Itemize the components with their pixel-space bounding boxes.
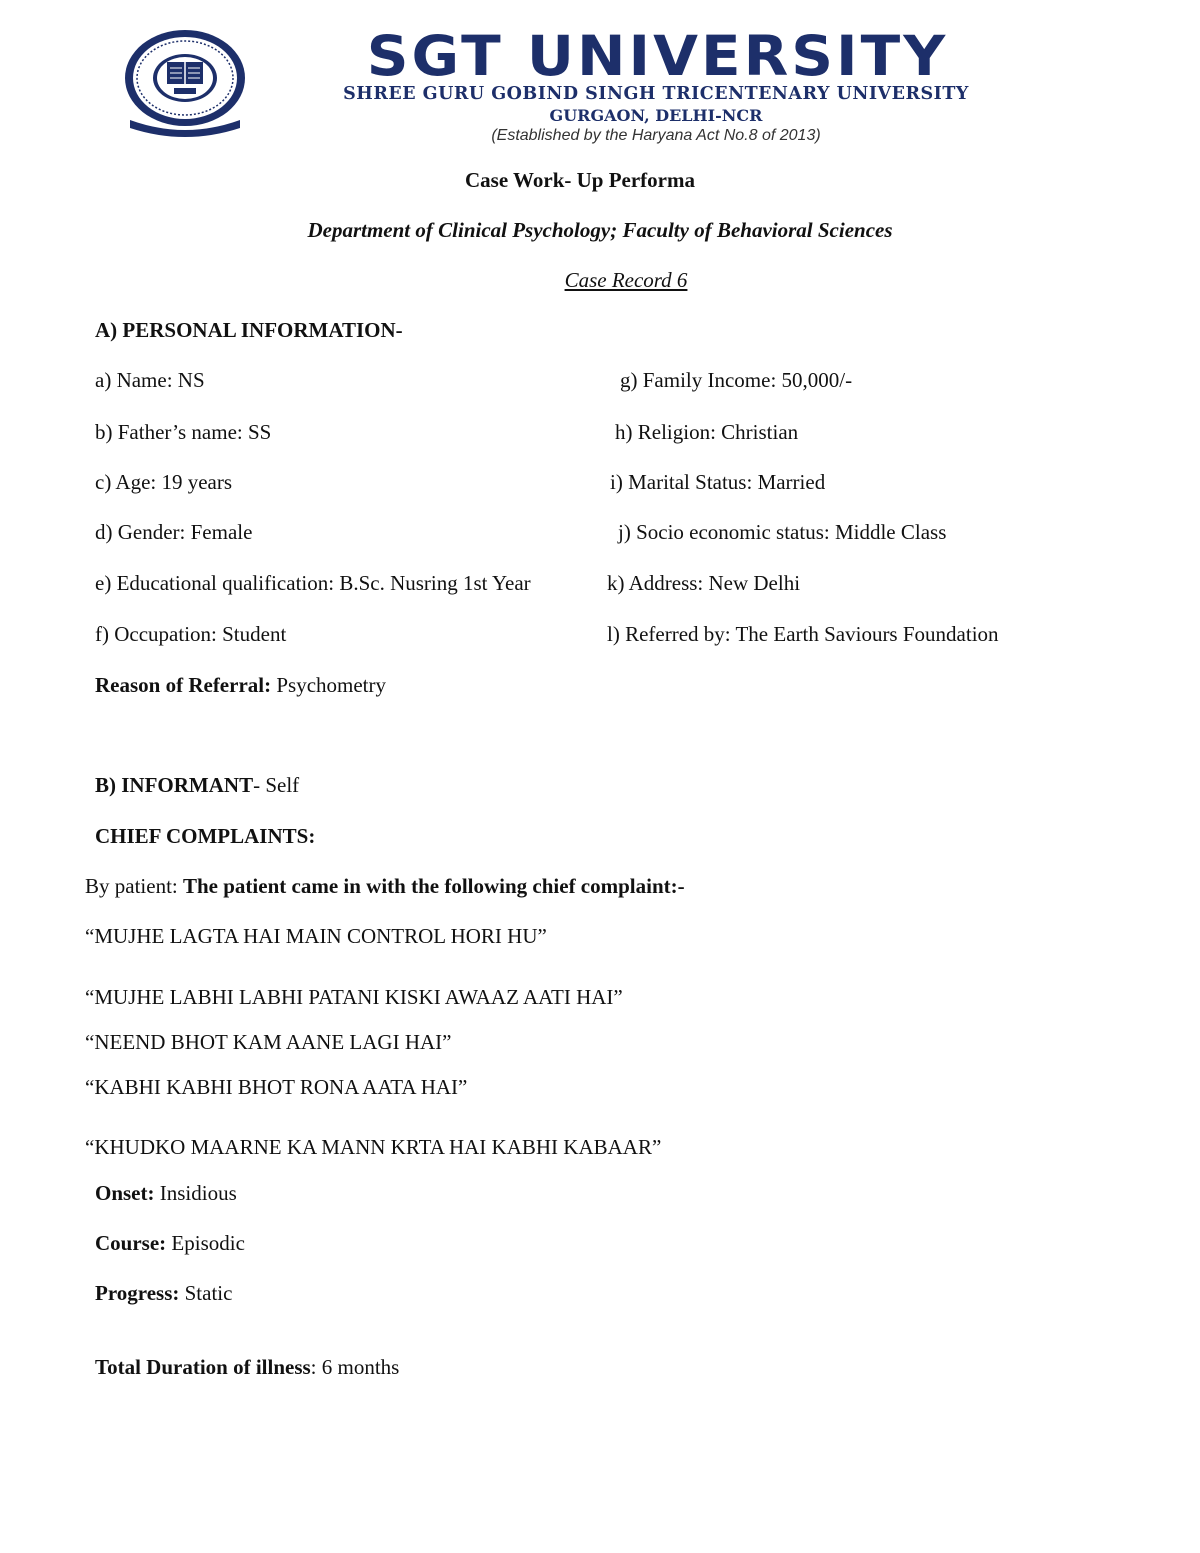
course-value: Episodic: [166, 1231, 245, 1255]
field-education: e) Educational qualification: B.Sc. Nusring 1st Year: [95, 571, 531, 595]
progress-line: [95, 1281, 232, 1306]
informant-value: - Self: [253, 773, 300, 797]
complaint-quote: “MUJHE LABHI LABHI PATANI KISKI AWAAZ AATI HAI”: [85, 985, 623, 1009]
informant-label: B) INFORMANT: [95, 773, 254, 797]
course-line: [95, 1231, 245, 1256]
field-socioeconomic-status: j) Socio economic status: Middle Class: [618, 520, 947, 544]
onset-line: [95, 1181, 237, 1206]
department-line: Department of Clinical Psychology; Faculty of Behavioral Sciences: [307, 218, 893, 242]
document-title: Case Work- Up Performa: [465, 168, 695, 192]
field-marital-status: i) Marital Status: Married: [610, 470, 826, 494]
duration-value: : 6 months: [310, 1355, 400, 1379]
progress-label: Progress:: [95, 1281, 180, 1305]
reason-of-referral-value: Psychometry: [271, 673, 387, 697]
field-gender: d) Gender: Female: [95, 520, 253, 544]
by-patient-text: The patient came in with the following chief complaint:-: [183, 874, 685, 898]
chief-complaints-heading: CHIEF COMPLAINTS:: [95, 824, 316, 848]
informant-line: [95, 773, 299, 798]
complaint-quote: “KABHI KABHI BHOT RONA AATA HAI”: [85, 1075, 468, 1099]
university-full-name: SHREE GURU GOBIND SINGH TRICENTENARY UNIVERSITY: [343, 84, 969, 104]
by-patient-line: [85, 874, 685, 899]
progress-value: Static: [179, 1281, 233, 1305]
university-location: GURGAON, DELHI-NCR: [549, 106, 763, 125]
university-established: (Established by the Haryana Act No.8 of 2013): [491, 127, 821, 144]
field-occupation: f) Occupation: Student: [95, 622, 287, 646]
course-label: Course:: [95, 1231, 167, 1255]
duration-label: Total Duration of illness: [95, 1355, 311, 1379]
field-name: a) Name: NS: [95, 368, 205, 392]
field-family-income: g) Family Income: 50,000/-: [620, 368, 853, 392]
reason-of-referral-label: Reason of Referral:: [95, 673, 272, 697]
complaint-quote: “NEEND BHOT KAM AANE LAGI HAI”: [85, 1030, 452, 1054]
university-name: SGT UNIVERSITY: [366, 23, 949, 89]
university-seal-logo: [122, 28, 248, 138]
onset-label: Onset:: [95, 1181, 155, 1205]
by-patient-label: By patient:: [85, 874, 183, 898]
personal-info-heading: A) PERSONAL INFORMATION-: [95, 318, 403, 342]
duration-line: [95, 1355, 399, 1380]
complaint-quote: “KHUDKO MAARNE KA MANN KRTA HAI KABHI KABAAR”: [85, 1135, 662, 1159]
reason-of-referral: [95, 673, 386, 698]
field-address: k) Address: New Delhi: [607, 571, 801, 595]
field-religion: h) Religion: Christian: [615, 420, 799, 444]
field-age: c) Age: 19 years: [95, 470, 233, 494]
field-fathers-name: b) Father’s name: SS: [95, 420, 272, 444]
case-record-label: Case Record 6: [564, 268, 688, 292]
onset-value: Insidious: [154, 1181, 237, 1205]
field-referred-by: l) Referred by: The Earth Saviours Foundation: [607, 622, 999, 646]
complaint-quote: “MUJHE LAGTA HAI MAIN CONTROL HORI HU”: [85, 924, 547, 948]
